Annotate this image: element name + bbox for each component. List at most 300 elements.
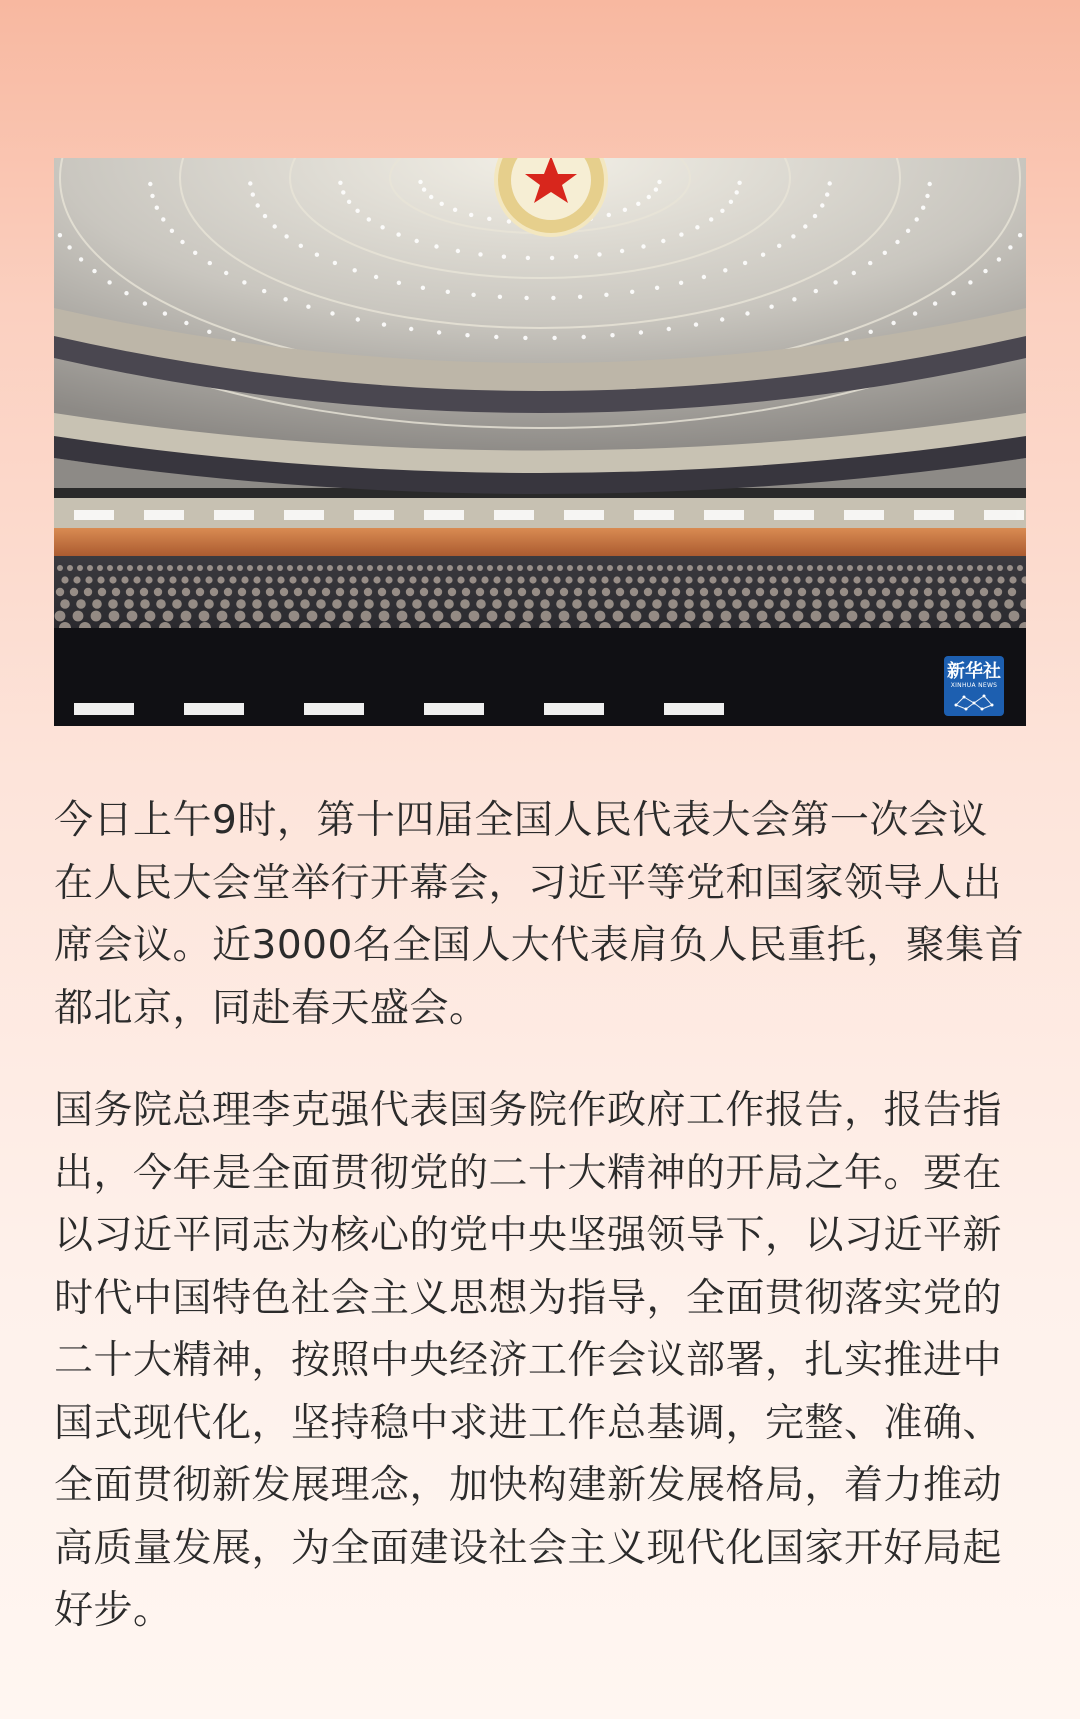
crowd-head — [140, 588, 148, 596]
ceiling-light — [469, 213, 473, 217]
ceiling-light — [743, 261, 747, 265]
ceiling-light — [150, 194, 154, 198]
crowd-head — [745, 576, 752, 583]
crowd-head — [469, 576, 476, 583]
ceiling-light — [803, 224, 807, 228]
crowd-head — [444, 599, 454, 609]
ceiling-light — [58, 233, 62, 237]
crowd-head — [777, 565, 783, 571]
crowd-head — [57, 565, 63, 571]
crowd-head — [748, 599, 758, 609]
crowd-head — [668, 599, 678, 609]
crowd-head — [247, 565, 253, 571]
ceiling-light — [552, 336, 556, 340]
crowd-head — [764, 599, 774, 609]
crowd-head — [587, 565, 593, 571]
ceiling-light — [208, 261, 212, 265]
crowd-head — [397, 576, 404, 583]
crowd-head — [133, 576, 140, 583]
great-hall-illustration — [54, 158, 1026, 726]
crowd-head — [210, 588, 218, 596]
ceiling-light — [833, 280, 837, 284]
crowd-head — [757, 611, 768, 622]
crowd-head — [445, 576, 452, 583]
xinhua-watermark — [944, 656, 1004, 716]
crowd-head — [604, 599, 614, 609]
crowd-head — [684, 599, 694, 609]
ceiling-light — [248, 181, 252, 185]
crowd-head — [577, 576, 584, 583]
crowd-head — [937, 576, 944, 583]
watermark-en-text: XINHUA NEWS — [950, 682, 998, 689]
crowd-head — [887, 565, 893, 571]
crowd-head — [84, 588, 92, 596]
crowd-head — [396, 599, 406, 609]
crowd-head — [956, 599, 966, 609]
ceiling-light — [396, 232, 400, 236]
crowd-head — [157, 576, 164, 583]
crowd-head — [949, 576, 956, 583]
crowd-head — [487, 565, 493, 571]
crowd-head — [409, 576, 416, 583]
crowd-head — [988, 599, 998, 609]
crowd-head — [177, 565, 183, 571]
crowd-head — [588, 599, 598, 609]
ceiling-light — [574, 255, 578, 259]
crowd-head — [508, 599, 518, 609]
crowd-head — [697, 565, 703, 571]
crowd-head — [217, 576, 224, 583]
crowd-head — [308, 588, 316, 596]
crowd-head — [428, 599, 438, 609]
crowd-head — [377, 565, 383, 571]
crowd-head — [267, 565, 273, 571]
ceiling-light — [256, 203, 260, 207]
ceiling-light — [582, 335, 586, 339]
crowd-head — [126, 588, 134, 596]
crowd-head — [73, 611, 84, 622]
crowd-head — [181, 576, 188, 583]
crowd-head — [577, 611, 588, 622]
crowd-head — [493, 576, 500, 583]
ceiling-light — [735, 190, 739, 194]
ceiling-light — [207, 330, 211, 334]
crowd-head — [732, 599, 742, 609]
crowd-head — [957, 565, 963, 571]
crowd-head — [112, 588, 120, 596]
crowd-head — [940, 599, 950, 609]
ceiling-light — [921, 206, 925, 210]
ceiling-light — [333, 261, 337, 265]
crowd-head — [947, 565, 953, 571]
crowd-head — [307, 611, 318, 622]
crowd-head — [703, 611, 714, 622]
crowd-head — [462, 588, 470, 596]
crowd-head — [205, 576, 212, 583]
crowd-head — [529, 576, 536, 583]
crowd-head — [672, 588, 680, 596]
crowd-head — [727, 565, 733, 571]
article-paragraph-2: 国务院总理李克强代表国务院作政府工作报告，报告指出，今年是全面贯彻党的二十大精神的开局之年。要在以习近平同志为核心的党中央坚强领导下，以习近平新时代中国特色社会主义思想为指导，全面贯彻落实党的二十大精神，按照中央经济工作会议部署，扎实推进中国式现代化，坚持稳中求进工作总基调，完整、准确、全面贯彻新发展理念，加快构建新发展格局，着力推动高质量发展，为全面建设社会主义现代化国家开好局起好步。 — [54, 1088, 1003, 1633]
crowd-head — [420, 588, 428, 596]
crowd-head — [780, 599, 790, 609]
ceiling-light — [434, 244, 438, 248]
crowd-head — [300, 599, 310, 609]
crowd-head — [169, 576, 176, 583]
ceiling-light — [679, 232, 683, 236]
crowd-head — [882, 588, 890, 596]
ceiling-light — [630, 290, 634, 294]
crowd-head — [574, 588, 582, 596]
crowd-head — [121, 576, 128, 583]
crowd-head — [297, 565, 303, 571]
crowd-head — [812, 599, 822, 609]
crowd-head — [559, 611, 570, 622]
crowd-head — [937, 611, 948, 622]
ceiling-light — [679, 281, 683, 285]
crowd-head — [337, 576, 344, 583]
crowd-head — [589, 576, 596, 583]
ceiling-light — [155, 206, 159, 210]
crowd-head — [490, 588, 498, 596]
crowd-head — [237, 565, 243, 571]
ceiling-light — [382, 322, 386, 326]
crowd-head — [224, 588, 232, 596]
crowd-head — [631, 611, 642, 622]
crowd-head — [407, 565, 413, 571]
crowd-head — [980, 588, 988, 596]
crowd-head — [812, 588, 820, 596]
crowd-head — [595, 611, 606, 622]
crowd-head — [757, 565, 763, 571]
ceiling-light — [791, 234, 795, 238]
ceiling-light — [729, 200, 733, 204]
crowd-head — [556, 599, 566, 609]
ceiling-light — [610, 333, 614, 337]
crowd-head — [1004, 599, 1014, 609]
crowd-head — [457, 576, 464, 583]
ceiling-light — [124, 291, 128, 295]
crowd-head — [649, 611, 660, 622]
article-paragraph-1: 今日上午9时，第十四届全国人民代表大会第一次会议在人民大会堂举行开幕会，习近平等党和国家领导人出席会议。近3000名全国人大代表肩负人民重托，聚集首都北京，同赴春天盛会。 — [54, 798, 1025, 1031]
crowd-head — [378, 588, 386, 596]
crowd-head — [636, 599, 646, 609]
crowd-head — [925, 576, 932, 583]
crowd-head — [896, 588, 904, 596]
crowd-head — [652, 599, 662, 609]
ceiling-light — [273, 224, 277, 228]
crowd-head — [364, 588, 372, 596]
crowd-head — [421, 576, 428, 583]
crowd-head — [265, 576, 272, 583]
crowd-head — [343, 611, 354, 622]
ceiling-light — [654, 187, 658, 191]
crowd-head — [207, 565, 213, 571]
crowd-head — [477, 565, 483, 571]
crowd-head — [577, 565, 583, 571]
crowd-head — [967, 565, 973, 571]
ceiling-light — [868, 261, 872, 265]
ceiling-light — [148, 182, 152, 186]
ceiling-light — [465, 333, 469, 337]
crowd-head — [892, 599, 902, 609]
ceiling-light — [820, 203, 824, 207]
crowd-head — [649, 576, 656, 583]
crowd-head — [1009, 611, 1020, 622]
crowd-head — [127, 611, 138, 622]
crowd-head — [784, 588, 792, 596]
crowd-head — [601, 576, 608, 583]
ceiling-light — [163, 311, 167, 315]
crowd-head — [973, 576, 980, 583]
crowd-head — [798, 588, 806, 596]
crowd-head — [367, 565, 373, 571]
crowd-head — [172, 599, 182, 609]
crowd-head — [168, 588, 176, 596]
ceiling-light — [262, 289, 266, 293]
crowd-head — [322, 588, 330, 596]
crowd-head — [613, 611, 624, 622]
ceiling-light — [825, 192, 829, 196]
crowd-head — [325, 611, 336, 622]
crowd-head — [597, 565, 603, 571]
crowd-head — [854, 588, 862, 596]
ceiling-light — [933, 301, 937, 305]
crowd-head — [567, 565, 573, 571]
crowd-head — [828, 599, 838, 609]
crowd-head — [204, 599, 214, 609]
crowd-head — [55, 611, 66, 622]
crowd-head — [796, 599, 806, 609]
ceiling-light — [367, 217, 371, 221]
crowd-head — [257, 565, 263, 571]
crowd-head — [98, 588, 106, 596]
crowd-head — [961, 576, 968, 583]
ceiling-light — [702, 275, 706, 279]
crowd-head — [447, 565, 453, 571]
ceiling-light — [180, 240, 184, 244]
crowd-head — [361, 611, 372, 622]
ceiling-light — [161, 217, 165, 221]
crowd-head — [917, 565, 923, 571]
ceiling-light — [523, 336, 527, 340]
ceiling-light — [143, 301, 147, 305]
ceiling-light — [193, 251, 197, 255]
ceiling-light — [968, 280, 972, 284]
crowd-head — [793, 576, 800, 583]
crowd-head — [617, 565, 623, 571]
ceiling-light — [184, 321, 188, 325]
ceiling-light — [641, 244, 645, 248]
ceiling-light — [997, 257, 1001, 261]
ceiling-light — [661, 239, 665, 243]
crowd-head — [481, 576, 488, 583]
crowd-head — [667, 611, 678, 622]
crowd-head — [109, 576, 116, 583]
crowd-head — [469, 611, 480, 622]
crowd-head — [532, 588, 540, 596]
ceiling-light — [792, 297, 796, 301]
crowd-head — [827, 565, 833, 571]
crowd-head — [756, 588, 764, 596]
crowd-head — [901, 576, 908, 583]
crowd-head — [844, 599, 854, 609]
crowd-head — [364, 599, 374, 609]
crowd-head — [97, 576, 104, 583]
crowd-head — [910, 588, 918, 596]
ceiling-light — [828, 181, 832, 185]
ceiling-light — [170, 229, 174, 233]
crowd-head — [107, 565, 113, 571]
crowd-head — [253, 611, 264, 622]
great-hall-photo — [54, 158, 1026, 726]
crowd-head — [955, 611, 966, 622]
crowd-head — [553, 576, 560, 583]
crowd-head — [92, 599, 102, 609]
ceiling-light — [597, 252, 601, 256]
crowd-head — [406, 588, 414, 596]
crowd-head — [737, 565, 743, 571]
crowd-head — [721, 576, 728, 583]
crowd-head — [540, 599, 550, 609]
crowd-head — [277, 565, 283, 571]
crowd-head — [868, 588, 876, 596]
ceiling-light — [502, 255, 506, 259]
crowd-head — [977, 565, 983, 571]
ceiling-light — [251, 192, 255, 196]
crowd-head — [541, 576, 548, 583]
crowd-head — [412, 599, 422, 609]
crowd-head — [467, 565, 473, 571]
crowd-head — [147, 565, 153, 571]
crowd-head — [415, 611, 426, 622]
crowd-head — [145, 611, 156, 622]
ceiling-light — [418, 180, 422, 184]
crowd-head — [716, 599, 726, 609]
crowd-head — [807, 565, 813, 571]
crowd-head — [217, 565, 223, 571]
crowd-head — [865, 611, 876, 622]
crowd-head — [61, 576, 68, 583]
crowd-head — [853, 576, 860, 583]
crowd-head — [572, 599, 582, 609]
ceiling-light — [415, 239, 419, 243]
crowd-head — [348, 599, 358, 609]
crowd-head — [686, 588, 694, 596]
crowd-head — [841, 576, 848, 583]
crowd-head — [826, 588, 834, 596]
crowd-head — [865, 576, 872, 583]
crowd-head — [616, 588, 624, 596]
ceiling-light — [551, 296, 555, 300]
ceiling-light — [224, 271, 228, 275]
crowd-head — [1009, 576, 1016, 583]
crowd-head — [67, 565, 73, 571]
crowd-head — [883, 611, 894, 622]
crowd-head — [588, 588, 596, 596]
crowd-head — [238, 588, 246, 596]
ceiling-light — [284, 234, 288, 238]
crowd-head — [497, 565, 503, 571]
crowd-head — [504, 588, 512, 596]
crowd-head — [70, 588, 78, 596]
ceiling-light — [341, 190, 345, 194]
ceiling-light — [983, 269, 987, 273]
crowd-head — [630, 588, 638, 596]
crowd-head — [901, 611, 912, 622]
crowd-head — [687, 565, 693, 571]
crowd-head — [707, 565, 713, 571]
crowd-head — [505, 576, 512, 583]
ceiling-light — [397, 281, 401, 285]
ceiling-light — [639, 330, 643, 334]
crowd-head — [1008, 588, 1016, 596]
crowd-head — [433, 576, 440, 583]
crowd-head — [767, 565, 773, 571]
ceiling-light — [745, 311, 749, 315]
crowd-head — [700, 588, 708, 596]
crowd-head — [637, 576, 644, 583]
crowd-head — [289, 576, 296, 583]
ceiling-light — [92, 269, 96, 273]
crowd-head — [397, 611, 408, 622]
ceiling-light — [471, 293, 475, 297]
crowd-head — [775, 611, 786, 622]
ceiling-light — [494, 335, 498, 339]
crowd-head — [747, 565, 753, 571]
ceiling-light — [79, 257, 83, 261]
crowd-head — [350, 588, 358, 596]
ceiling-light — [928, 182, 932, 186]
ceiling-light — [667, 327, 671, 331]
crowd-head — [811, 611, 822, 622]
crowd-head — [124, 599, 134, 609]
crowd-head — [987, 565, 993, 571]
crowd-head — [417, 565, 423, 571]
crowd-head — [657, 565, 663, 571]
crowd-head — [547, 565, 553, 571]
crowd-head — [76, 599, 86, 609]
crowd-head — [373, 576, 380, 583]
ceiling-light — [636, 202, 640, 206]
ceiling-light — [107, 280, 111, 284]
crowd-head — [193, 576, 200, 583]
crowd-head — [733, 576, 740, 583]
crowd-head — [607, 565, 613, 571]
crowd-head — [625, 576, 632, 583]
ceiling-light — [429, 195, 433, 199]
crowd-head — [220, 599, 230, 609]
crowd-head — [973, 611, 984, 622]
crowd-head — [60, 599, 70, 609]
ceiling-light — [777, 244, 781, 248]
crowd-head — [460, 599, 470, 609]
crowd-head — [301, 576, 308, 583]
crowd-head — [972, 599, 982, 609]
ceiling-light — [607, 213, 611, 217]
crowd-head — [284, 599, 294, 609]
crowd-head — [769, 576, 776, 583]
crowd-head — [137, 565, 143, 571]
watermark-cn-text: 新华社 — [947, 661, 1001, 682]
crowd-head — [236, 599, 246, 609]
crowd-head — [739, 611, 750, 622]
crowd-head — [537, 565, 543, 571]
ceiling-light — [356, 317, 360, 321]
ceiling-light — [526, 256, 530, 260]
crowd-head — [85, 576, 92, 583]
ceiling-light — [604, 293, 608, 297]
